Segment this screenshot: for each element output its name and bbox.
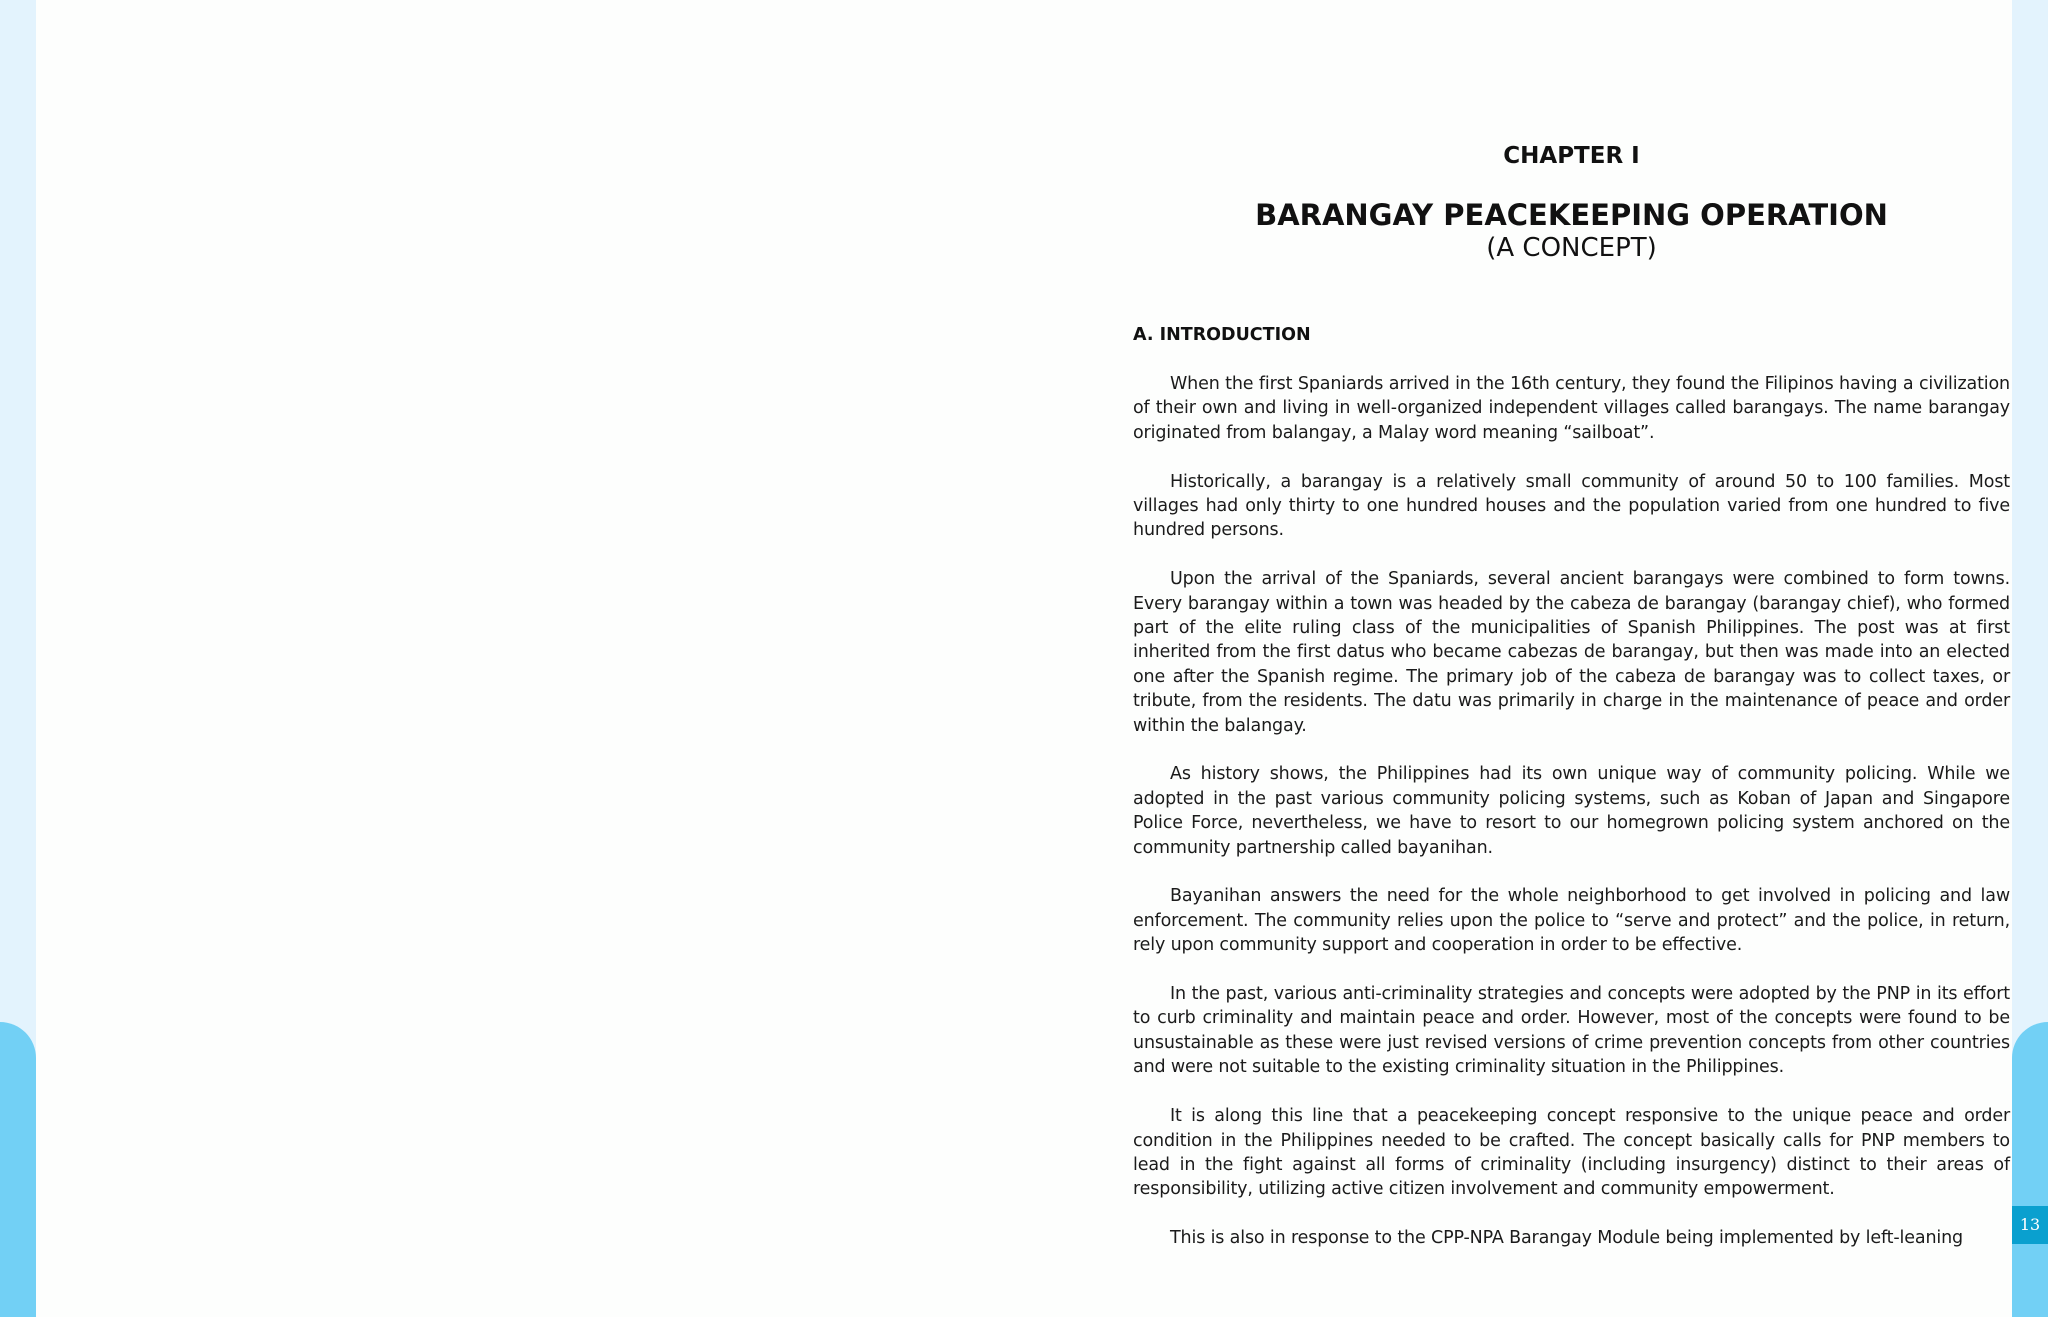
left-edge-tab: [0, 1022, 36, 1317]
paragraph: When the first Spaniards arrived in the 16th century, they found the Filipinos having a civilization of their own and living in well-organized independent villages called barangays. The name barangay originated from balangay, a Malay word meaning “sailboat”.: [1133, 374, 2010, 443]
document-spread: [36, 0, 2012, 1317]
chapter-title: BARANGAY PEACEKEEPING OPERATION: [1255, 198, 1888, 232]
chapter-label: CHAPTER I: [1503, 143, 1640, 169]
paragraph: Bayanihan answers the need for the whole neighborhood to get involved in policing and law enforcement. The community relies upon the police to “serve and protect” and the police, in return, rely upon community support and cooperation in order to be effective.: [1133, 886, 2010, 956]
paragraph: As history shows, the Philippines had its own unique way of community policing. While we adopted in the past various community policing systems, such as Koban of Japan and Singapore Police Force, nevertheless, we have to resort to our homegrown policing system anchored on the community partnership called bayanihan.: [1133, 764, 2010, 858]
paragraph: In the past, various anti-criminality strategies and concepts were adopted by the PNP in its effort to curb criminality and maintain peace and order. However, most of the concepts were found to be unsustainable as these were just revised versions of crime prevention concepts from other countries and were not suitable to the existing criminality situation in the Philippines.: [1133, 984, 2010, 1078]
section-heading: A. INTRODUCTION: [1133, 325, 1311, 345]
paragraph: This is also in response to the CPP-NPA Barangay Module being implemented by left-leaning: [1170, 1228, 1964, 1249]
paragraph: It is along this line that a peacekeeping concept responsive to the unique peace and order condition in the Philippines needed to be crafted. The concept basically calls for PNP members to lead in the fight against all forms of criminality (including insurgency) distinct to their areas of responsibility, utilizing active citizen involvement and community empowerment.: [1133, 1106, 2010, 1200]
page-number: 13: [2012, 1206, 2048, 1244]
body-text: [1133, 372, 2010, 1251]
right-edge-tab: [2012, 1022, 2048, 1317]
paragraph: Historically, a barangay is a relatively small community of around 50 to 100 families. Most villages had only thirty to one hundred houses and the population varied from one hundred to five hundred persons.: [1133, 471, 2010, 541]
paragraph: Upon the arrival of the Spaniards, several ancient barangays were combined to form towns. Every barangay within a town was headed by the cabeza de barangay (barangay chief), who formed part of the elite ruling class of the municipalities of Spanish Philippines. The post was at first inherited from the first datus who became cabezas de barangay, but then was made into an elected one after the Spanish regime. The primary job of the cabeza de barangay was to collect taxes, or tribute, from the residents. The datu was primarily in charge in the maintenance of peace and order within the balangay.: [1133, 569, 2010, 736]
chapter-subtitle: (A CONCEPT): [1486, 233, 1657, 263]
